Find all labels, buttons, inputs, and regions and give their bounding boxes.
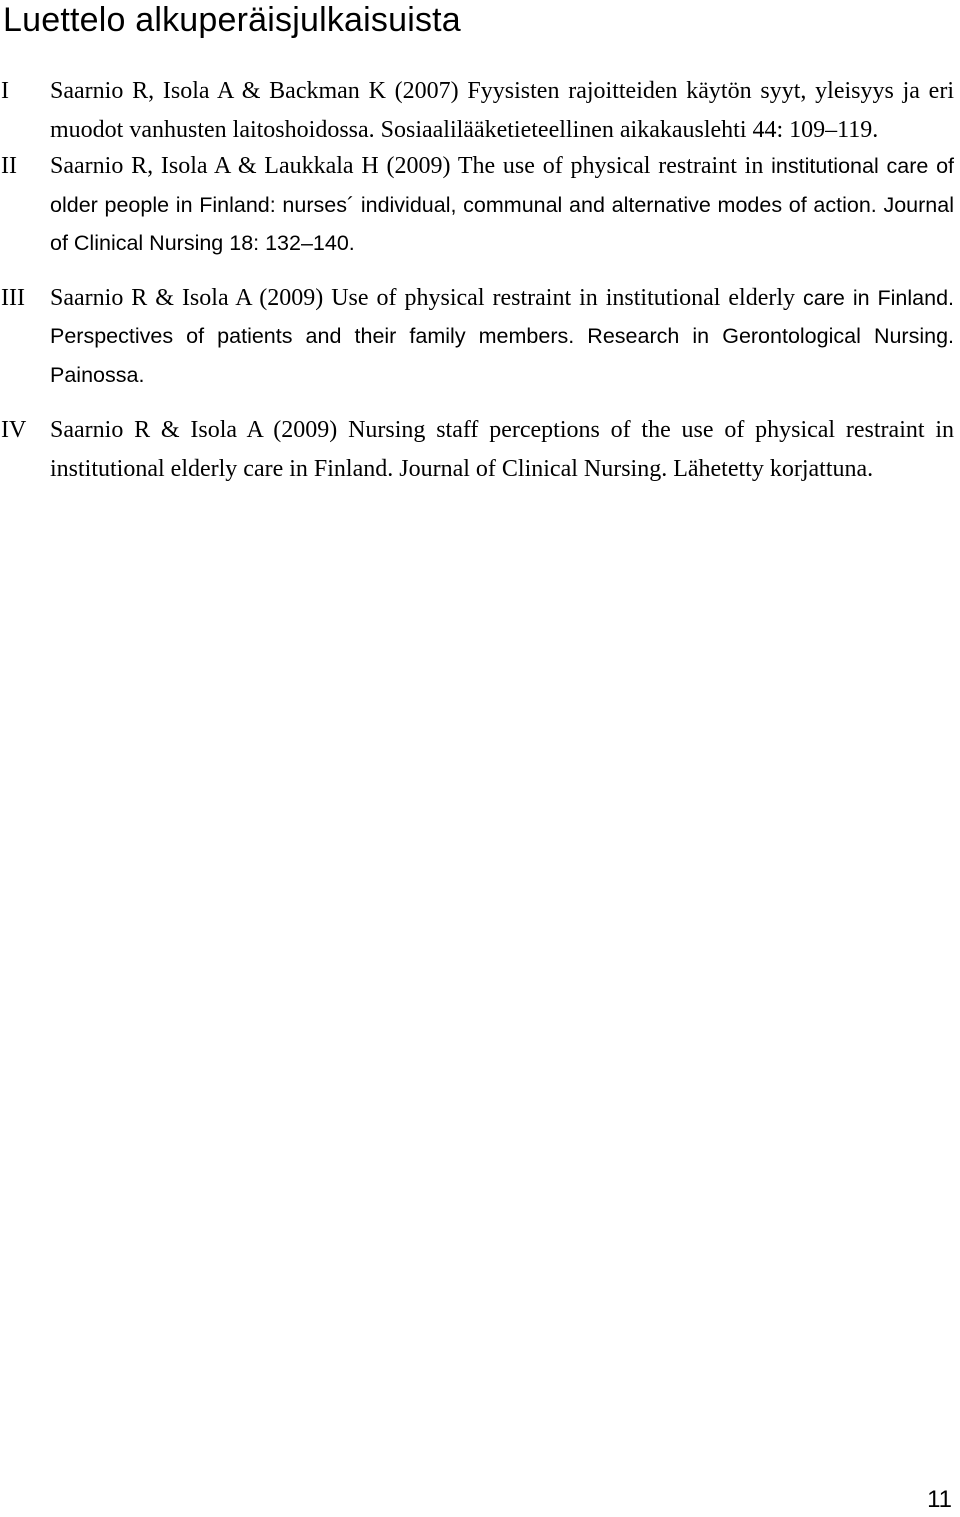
publication-number: I xyxy=(1,78,9,104)
page-number: 11 xyxy=(927,1486,952,1513)
publication-text-part: Saarnio R, Isola A & Laukkala H (2009) The use of physical restraint in xyxy=(50,153,772,179)
publication-number: III xyxy=(1,284,25,311)
publication-number: IV xyxy=(1,417,27,443)
page-title: Luettelo alkuperäisjulkaisuista xyxy=(3,1,461,39)
publication-text xyxy=(50,279,954,395)
publication-text: Saarnio R & Isola A (2009) Nursing staff perceptions of the use of physical restraint in institutional elderly care in Finland. Journal of Clinical Nursing. Lähetetty korjattuna. xyxy=(50,417,954,482)
publication-text-part: care in Finland. Perspectives of patients and their family members. Research in Gerontological Nursing. Painossa. xyxy=(50,285,954,387)
publication-number: II xyxy=(1,153,17,179)
publication-text-part: institutional care of older people in Finland: nurses´ individual, communal and alternative modes of action. Journal of Clinical Nursing 18: 132–140. xyxy=(50,154,955,255)
publication-text-part: Saarnio R & Isola A (2009) Use of physical restraint in institutional elderly xyxy=(50,284,804,311)
publication-item xyxy=(0,147,960,263)
publication-text: Saarnio R, Isola A & Backman K (2007) Fyysisten rajoitteiden käytön syyt, yleisyys ja eri muodot vanhusten laitoshoidossa. Sosiaalilääketieteellinen aikakauslehti 44: 109–119. xyxy=(50,78,954,143)
publication-item xyxy=(0,72,960,149)
publication-list xyxy=(0,72,960,488)
publication-item xyxy=(0,411,960,488)
publication-text xyxy=(50,147,954,263)
publication-item xyxy=(0,279,960,395)
